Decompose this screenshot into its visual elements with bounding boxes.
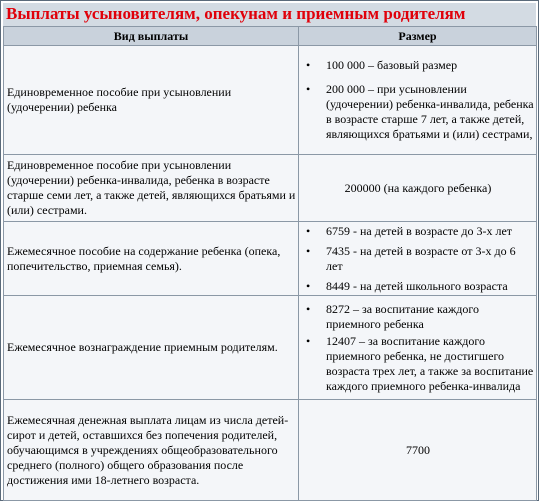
table-row — [4, 222, 537, 296]
amount-cell: 7700 — [299, 400, 537, 501]
payments-table — [3, 26, 537, 501]
amount-cell — [299, 46, 537, 155]
table-row — [4, 155, 537, 222]
amount-item-text: 8272 – за воспитание каждого приемного ребенка — [326, 301, 479, 331]
bullet-icon: • — [306, 333, 311, 348]
list-item — [302, 58, 534, 73]
column-header-payment-type: Вид выплаты — [4, 27, 299, 46]
amount-list — [302, 58, 534, 142]
payment-type-cell: Единовременное пособие при усыновлении (удочерении) ребенка-инвалида, ребенка в возрасте старше семи лет, а также детей, являющихся братьями и (или) сестрами. — [4, 155, 299, 222]
table-row — [4, 400, 537, 501]
amount-list — [302, 302, 534, 394]
column-header-amount: Размер — [299, 27, 537, 46]
amount-cell — [299, 296, 537, 400]
bullet-icon: • — [306, 82, 311, 96]
list-item — [302, 244, 534, 274]
table-row — [4, 296, 537, 400]
amount-list — [302, 224, 534, 294]
amount-item-text: 12407 – за воспитание каждого приемного ребенка, не достигшего возраста трех лет, а также за воспитание каждого приемного ребенка-инвалида — [326, 333, 534, 393]
table-row — [4, 46, 537, 155]
payment-type-cell: Ежемесячное пособие на содержание ребенка (опека, попечительство, приемная семья). — [4, 222, 299, 296]
list-item — [302, 82, 534, 142]
list-item — [302, 334, 534, 394]
title-bar — [3, 3, 536, 27]
amount-item-text: 100 000 – базовый размер — [326, 58, 458, 72]
bullet-icon: • — [306, 223, 311, 238]
bullet-icon: • — [306, 301, 311, 316]
amount-cell: 200000 (на каждого ребенка) — [299, 155, 537, 222]
amount-item-text: 7435 - на детей в возрасте от 3-х до 6 лет — [326, 243, 516, 273]
list-item — [302, 279, 534, 294]
amount-item-text: 8449 - на детей школьного возраста — [326, 278, 508, 293]
amount-cell — [299, 222, 537, 296]
bullet-icon: • — [306, 58, 311, 72]
table-header-row — [4, 27, 537, 46]
amount-item-text: 200 000 – при усыновлении (удочерении) ребенка-инвалида, ребенка в возрасте старше 7 лет, а также детей, являющихся братьями и (или) сестрами, — [326, 82, 534, 141]
bullet-icon: • — [306, 278, 311, 293]
amount-item-text: 6759 - на детей в возрасте до 3-х лет — [326, 223, 513, 238]
bullet-icon: • — [306, 243, 311, 258]
payment-type-cell: Ежемесячное вознаграждение приемным родителям. — [4, 296, 299, 400]
payment-type-cell: Единовременное пособие при усыновлении (удочерении) ребенка — [4, 46, 299, 155]
page-title: Выплаты усыновителям, опекунам и приемным родителям — [6, 4, 466, 23]
list-item — [302, 224, 534, 239]
list-item — [302, 302, 534, 332]
payment-type-cell: Ежемесячная денежная выплата лицам из числа детей-сирот и детей, оставшихся без попечения родителей, обучающимся в учреждениях общеобразовательного среднего (полного) общего образования после достижения ими 18-летнего возраста. — [4, 400, 299, 501]
